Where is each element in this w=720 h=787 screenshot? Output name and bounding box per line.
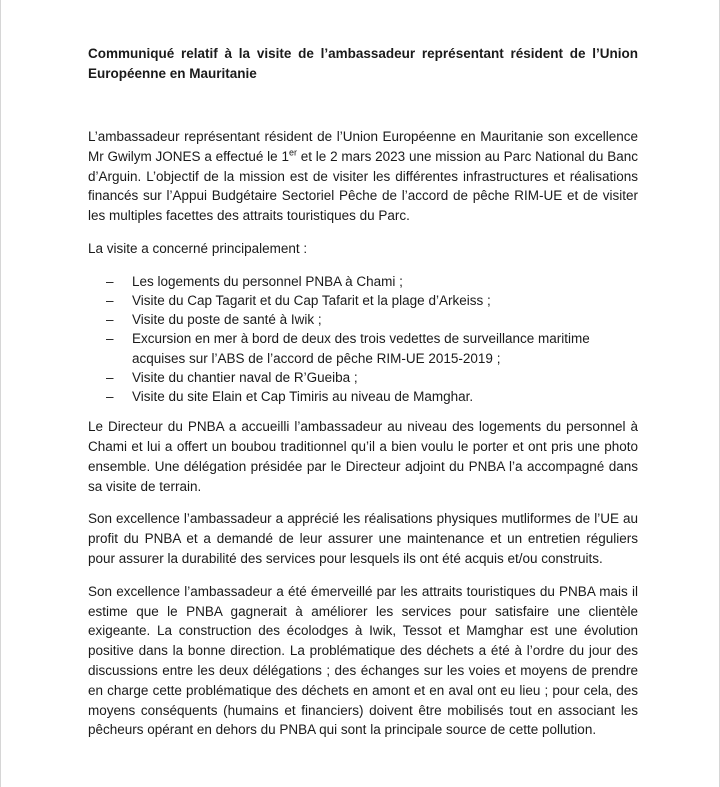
dash-bullet: – bbox=[106, 292, 114, 308]
intro-paragraph bbox=[88, 127, 638, 226]
list-item-text: Visite du Cap Tagarit et du Cap Tafarit et la plage d’Arkeiss ; bbox=[132, 292, 491, 308]
dash-bullet: – bbox=[106, 389, 114, 404]
list-item-text: Visite du site Elain et Cap Timiris au niveau de Mamghar. bbox=[132, 389, 474, 404]
document-body bbox=[88, 44, 638, 753]
dash-bullet: – bbox=[106, 312, 114, 328]
list-item bbox=[88, 329, 638, 367]
document-title: Communiqué relatif à la visite de l’ambassadeur représentant résident de l’Union Européenne en Mauritanie bbox=[88, 46, 638, 81]
list-item-text: Visite du poste de santé à Iwik ; bbox=[132, 312, 322, 328]
paragraph-appreciation: Son excellence l’ambassadeur a apprécié les réalisations physiques mutliformes de l’UE au profit du PNBA et a demandé de leur assurer une maintenance et un entretien réguliers pour assurer la durabilité des services pour lesquels ils ont été acquis et/ou construits. bbox=[88, 511, 638, 566]
intro-text-start: L’ambassadeur représentant résident de l’Union Européenne en Mauritanie son excellence Mr Gwilym JONES a effectué le 1 bbox=[88, 129, 638, 164]
dash-bullet: – bbox=[106, 331, 114, 347]
ordinal-superscript: er bbox=[288, 147, 297, 158]
list-item bbox=[88, 368, 638, 387]
list-item bbox=[88, 272, 638, 291]
list-item-text: Les logements du personnel PNBA à Chami ; bbox=[132, 273, 403, 289]
list-item bbox=[88, 387, 638, 406]
list-item-text: Excursion en mer à bord de deux des trois vedettes de surveillance maritime acquises sur l’ABS de l’accord de pêche RIM-UE 2015-2019 ; bbox=[132, 331, 590, 366]
dash-bullet: – bbox=[106, 273, 114, 289]
intro-text-end: et le 2 mars 2023 une mission au Parc National du Banc d’Arguin. L’objectif de la mission est de visiter les différentes infrastructures et réalisations financés sur l’Appui Budgétaire Sectoriel Pêche de l’accord de pêche RIM-UE et de visiter les multiples facettes des attraits touristiques du Parc. bbox=[88, 148, 638, 224]
paragraph-welcome: Le Directeur du PNBA a accueilli l’ambassadeur au niveau des logements du personnel à Chami et lui a offert un boubou traditionnel qu’il a bien voulu le porter et ont pris une photo ensemble. Une délégation présidée par le Directeur adjoint du PNBA l’a accompagné dans sa visite de terrain. bbox=[88, 419, 638, 494]
paragraph-tourism: Son excellence l’ambassadeur a été émerveillé par les attraits touristiques du PNBA mais il estime que le PNBA gagnerait à améliorer les services pour satisfaire une clientèle exigeante. La construction des écolodges à Iwik, Tessot et Mamghar est une évolution positive dans la bonne direction. La problématique des déchets a été à l’ordre du jour des discussions entre les deux délégations ; des échanges sur les voies et moyens de prendre en charge cette problématique des déchets en amont et en aval ont eu lieu ; pour cela, des moyens conséquents (humains et financiers) doivent être mobilisés tout en associant les pêcheurs opérant en dehors du PNBA qui sont la principale source de cette pollution. bbox=[88, 583, 638, 738]
list-item-text: Visite du chantier naval de R’Gueiba ; bbox=[132, 369, 358, 385]
visit-list bbox=[88, 272, 638, 406]
list-item bbox=[88, 310, 638, 329]
list-intro: La visite a concerné principalement : bbox=[88, 240, 308, 256]
list-item bbox=[88, 291, 638, 310]
dash-bullet: – bbox=[106, 369, 114, 385]
